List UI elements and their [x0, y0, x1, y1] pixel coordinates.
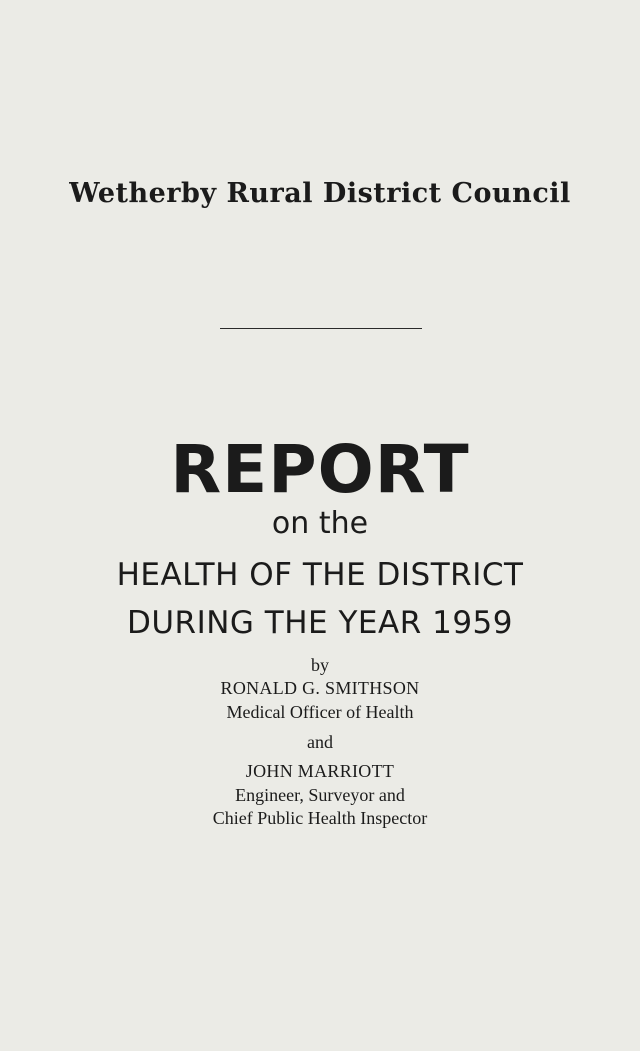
author-name-1: RONALD G. SMITHSON: [220, 678, 420, 698]
report-title: REPORT: [170, 431, 470, 508]
report-subject: HEALTH OF THE DISTRICT: [116, 557, 524, 593]
council-name: Wetherby Rural District Council: [69, 178, 571, 209]
on-the-text: on the: [271, 506, 369, 541]
divider-rule: [220, 328, 422, 329]
author-name-2: JOHN MARRIOTT: [245, 761, 395, 781]
report-period: DURING THE YEAR 1959: [126, 605, 513, 641]
by-text: by: [311, 655, 329, 675]
and-text: and: [307, 732, 333, 752]
author-title-2-line1: Engineer, Surveyor and: [235, 785, 405, 805]
author-title-2-line2: Chief Public Health Inspector: [212, 808, 428, 828]
author-title-1: Medical Officer of Health: [226, 702, 414, 722]
